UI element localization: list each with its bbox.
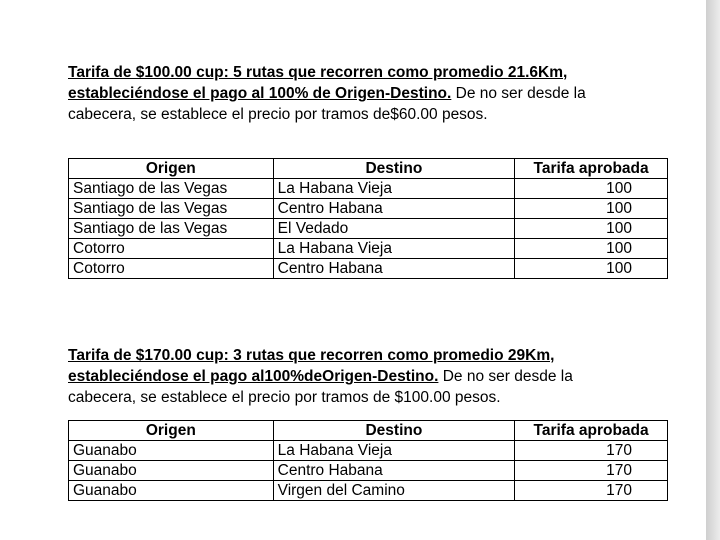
fare-100-note: De no ser desde la cabecera, se establece el precio por tramos de$60.00 pesos.	[68, 85, 586, 123]
table-header-row	[69, 421, 668, 441]
cell-destino: La Habana Vieja	[273, 239, 515, 259]
cell-destino: Centro Habana	[273, 461, 515, 481]
cell-tarifa: 100	[515, 239, 668, 259]
cell-origen: Santiago de las Vegas	[69, 179, 274, 199]
cell-tarifa: 170	[515, 441, 668, 461]
cell-tarifa: 170	[515, 481, 668, 501]
cell-tarifa: 100	[515, 259, 668, 279]
column-header-origen: Origen	[69, 421, 274, 441]
cell-destino: Virgen del Camino	[273, 481, 515, 501]
column-header-tarifa: Tarifa aprobada	[515, 421, 668, 441]
cell-tarifa: 170	[515, 461, 668, 481]
cell-destino: La Habana Vieja	[273, 441, 515, 461]
cell-origen: Guanabo	[69, 481, 274, 501]
cell-destino: La Habana Vieja	[273, 179, 515, 199]
column-header-tarifa: Tarifa aprobada	[515, 159, 668, 179]
cell-origen: Guanabo	[69, 441, 274, 461]
column-header-destino: Destino	[273, 421, 515, 441]
cell-origen: Guanabo	[69, 461, 274, 481]
fare-100-heading: Tarifa de $100.00 cup: 5 rutas que recorren como promedio 21.6Km, estableciéndose el pago al 100% de Origen-Destino.	[68, 64, 568, 102]
table-row	[69, 441, 668, 461]
fare-170-table	[68, 420, 668, 501]
cell-tarifa: 100	[515, 219, 668, 239]
cell-tarifa: 100	[515, 179, 668, 199]
table-row	[69, 259, 668, 279]
fare-170-note: De no ser desde la cabecera, se establece el precio por tramos de $100.00 pesos.	[68, 368, 573, 406]
cell-destino: El Vedado	[273, 219, 515, 239]
cell-origen: Cotorro	[69, 239, 274, 259]
fare-100-table	[68, 158, 668, 279]
page-edge-shadow	[706, 0, 720, 540]
cell-destino: Centro Habana	[273, 199, 515, 219]
table-row	[69, 239, 668, 259]
fare-170-heading: Tarifa de $170.00 cup: 3 rutas que recorren como promedio 29Km, estableciéndose el pago al100%deOrigen-Destino.	[68, 347, 555, 385]
cell-origen: Cotorro	[69, 259, 274, 279]
table-row	[69, 481, 668, 501]
fare-100-paragraph	[68, 62, 608, 125]
cell-destino: Centro Habana	[273, 259, 515, 279]
table-row	[69, 199, 668, 219]
table-row	[69, 179, 668, 199]
table-row	[69, 219, 668, 239]
column-header-origen: Origen	[69, 159, 274, 179]
table-header-row	[69, 159, 668, 179]
column-header-destino: Destino	[273, 159, 515, 179]
cell-origen: Santiago de las Vegas	[69, 199, 274, 219]
table-row	[69, 461, 668, 481]
cell-origen: Santiago de las Vegas	[69, 219, 274, 239]
fare-170-paragraph	[68, 345, 608, 408]
cell-tarifa: 100	[515, 199, 668, 219]
